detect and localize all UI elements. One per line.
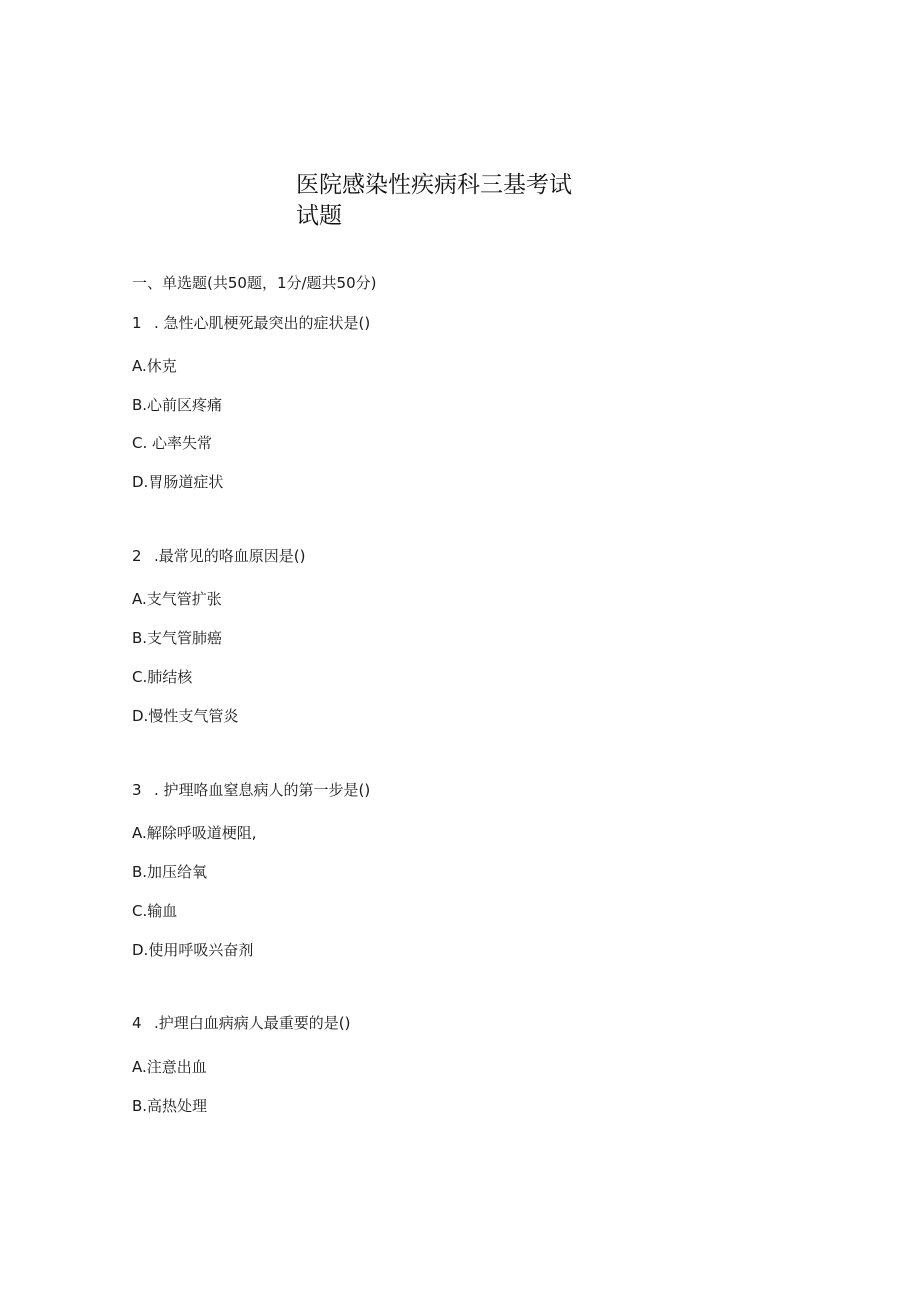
question-stem: .护理白血病病人最重要的是() xyxy=(154,1014,351,1032)
question-stem: .最常见的咯血原因是() xyxy=(154,547,306,565)
question-stem: . 急性心肌梗死最突出的症状是() xyxy=(154,314,371,332)
question-number: 2 xyxy=(132,547,142,565)
question-4-option-a: A.注意出血 xyxy=(132,1058,207,1076)
question-1-option-a: A.休克 xyxy=(132,357,177,375)
section-heading: 一、单选题(共50题，1分/题共50分) xyxy=(132,274,377,292)
question-2-option-b: B.支气管肺癌 xyxy=(132,629,223,647)
document-title xyxy=(296,170,596,232)
question-number: 3 xyxy=(132,781,142,799)
question-3-option-c: C.输血 xyxy=(132,902,178,920)
title-line-1: 医院感染性疾病科三基考试 xyxy=(296,172,572,198)
question-3-option-b: B.加压给氧 xyxy=(132,863,208,881)
question-2-option-a: A.支气管扩张 xyxy=(132,590,222,608)
question-1-option-d: D.胃肠道症状 xyxy=(132,473,224,491)
question-2 xyxy=(132,545,305,567)
question-4-option-b: B.高热处理 xyxy=(132,1097,208,1115)
title-line-2: 试题 xyxy=(296,203,342,229)
question-3 xyxy=(132,779,370,801)
question-2-option-c: C.肺结核 xyxy=(132,668,193,686)
question-number: 4 xyxy=(132,1014,142,1032)
question-number: 1 xyxy=(132,314,142,332)
question-3-option-a: A.解除呼吸道梗阻, xyxy=(132,824,257,842)
question-3-option-d: D.使用呼吸兴奋剂 xyxy=(132,941,254,959)
question-2-option-d: D.慢性支气管炎 xyxy=(132,707,239,725)
question-1 xyxy=(132,312,370,334)
question-1-option-b: B.心前区疼痛 xyxy=(132,396,223,414)
question-4 xyxy=(132,1012,350,1034)
question-stem: . 护理咯血窒息病人的第一步是() xyxy=(154,781,371,799)
question-1-option-c: C. 心率失常 xyxy=(132,434,213,452)
